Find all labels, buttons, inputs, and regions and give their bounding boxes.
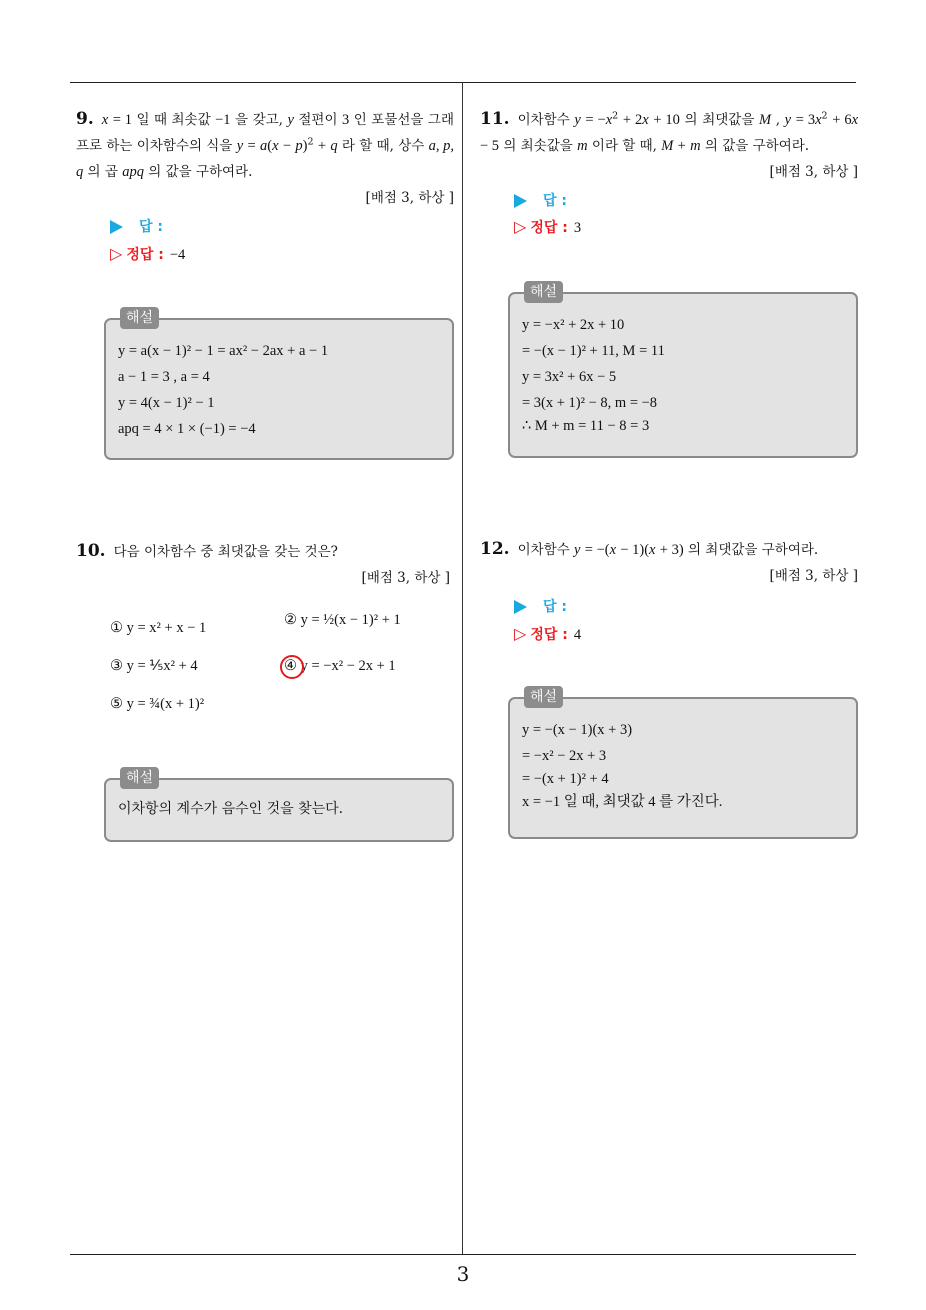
question-9-meta: [배점 3, 하상 ] [365, 190, 454, 206]
hollow-triangle-icon: ▷ [110, 244, 123, 263]
q12-solution-lines [522, 717, 846, 815]
column-divider [462, 82, 463, 1254]
q11-solution-tag: 해설 [524, 281, 563, 303]
question-11-text: 이차함수 $y = -x^2 + 2x + 10$ 의 최댓값을 M , $y = 3x^2 + 6x - 5$ 의 최솟값을 m 이라 할 때, M + m 의 값을 구하여라. [480, 110, 859, 154]
q12-solution-box [508, 689, 858, 839]
q12-correct-row [514, 624, 581, 644]
solution-line: ∴ M + m = 11 − 8 = 3 [522, 418, 650, 434]
solution-line: = 3(x + 1)² − 8, m = −8 [522, 395, 658, 411]
q10-solution-text: 이차항의 계수가 음수인 것을 찾는다. [118, 801, 344, 817]
question-12-text: 이차함수 y = −(x − 1)(x + 3) 의 최댓값을 구하여라. [517, 542, 819, 558]
q9-solution-lines [118, 338, 442, 442]
solution-line: a − 1 = 3 , a = 4 [118, 369, 210, 385]
q10-solution-box [104, 770, 454, 842]
q11-solution-box [508, 284, 858, 458]
solution-line: apq = 4 × 1 × (−1) = −4 [118, 421, 256, 437]
choice-5[interactable]: ⑤ y = ¾(x + 1)² [110, 696, 205, 712]
play-arrow-icon [110, 220, 123, 234]
solution-line: y = a(x − 1)² − 1 = ax² − 2ax + a − 1 [118, 343, 329, 359]
q12-answer-label: 답 : [543, 599, 567, 615]
solution-line: = −(x + 1)² + 4 [522, 771, 609, 787]
question-12-number: 12. [480, 539, 510, 559]
bottom-rule [70, 1254, 856, 1255]
question-10 [76, 538, 450, 591]
hollow-triangle-icon: ▷ [514, 624, 527, 643]
question-9-number: 9. [76, 109, 94, 129]
q11-correct-value: 3 [573, 220, 582, 236]
q11-solution-lines [522, 312, 846, 436]
q12-answer-row[interactable] [514, 596, 567, 616]
q11-correct-row [514, 217, 581, 237]
q9-answer-label: 답 : [139, 219, 163, 235]
selected-answer-circle [280, 655, 304, 679]
q12-correct-value: 4 [573, 627, 582, 643]
solution-line: x = −1 일 때, 최댓값 4 를 가진다. [522, 794, 723, 810]
solution-line: = −(x − 1)² + 11, M = 11 [522, 343, 665, 359]
question-9 [76, 106, 454, 211]
q9-solution-tag: 해설 [120, 307, 159, 329]
play-arrow-icon [514, 600, 527, 614]
question-12 [480, 536, 858, 589]
top-rule [70, 82, 856, 83]
question-10-text: 다음 이차함수 중 최댓값을 갖는 것은? [113, 544, 338, 560]
q11-answer-label: 답 : [543, 193, 567, 209]
question-9-text: x = 1 일 때 최솟값 −1 을 갖고, y 절편이 3 인 포물선을 그래프로 하는 이차함수의 식을 $y = a(x - p)^2 + q$ 라 할 때, 상수 a, p, q 의 곱 apq 의 값을 구하여라. [76, 112, 455, 180]
question-10-number: 10. [76, 541, 106, 561]
question-11 [480, 106, 858, 185]
question-9-stem [76, 106, 454, 185]
question-11-meta: [배점 3, 하상 ] [769, 164, 858, 180]
choice-2[interactable]: ② y = ½(x − 1)² + 1 [284, 612, 401, 628]
page-number: 3 [456, 1262, 470, 1286]
question-12-meta: [배점 3, 하상 ] [769, 568, 858, 584]
q9-correct-label: 정답 : [126, 247, 164, 263]
q9-solution-box [104, 310, 454, 460]
q12-solution-tag: 해설 [524, 686, 563, 708]
play-arrow-icon [514, 194, 527, 208]
q11-answer-row[interactable] [514, 190, 567, 210]
question-10-meta: [배점 3, 하상 ] [361, 570, 450, 586]
solution-line: y = −(x − 1)(x + 3) [522, 722, 633, 738]
question-11-number: 11. [480, 109, 510, 129]
solution-line: y = 3x² + 6x − 5 [522, 369, 617, 385]
solution-line: = −x² − 2x + 3 [522, 748, 607, 764]
choice-3[interactable]: ③ y = ⅕x² + 4 [110, 658, 198, 674]
hollow-triangle-icon: ▷ [514, 217, 527, 236]
q12-correct-label: 정답 : [530, 627, 568, 643]
choice-4[interactable]: ④ y = −x² − 2x + 1 [284, 658, 396, 674]
choice-1[interactable]: ① y = x² + x − 1 [110, 620, 207, 636]
q10-solution-tag: 해설 [120, 767, 159, 789]
q9-answer-row[interactable] [110, 216, 163, 236]
q11-correct-label: 정답 : [530, 220, 568, 236]
solution-line: y = −x² + 2x + 10 [522, 317, 625, 333]
q9-correct-row [110, 244, 185, 264]
solution-line: y = 4(x − 1)² − 1 [118, 395, 215, 411]
q9-correct-value: −4 [169, 247, 186, 263]
